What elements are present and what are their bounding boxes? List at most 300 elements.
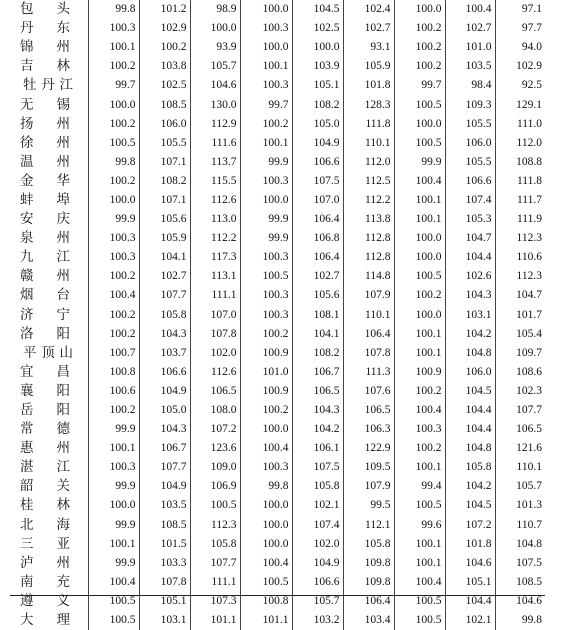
value-cell: 99.9 xyxy=(88,210,139,229)
city-name: 济 宁 xyxy=(20,306,70,323)
city-cell xyxy=(10,458,88,477)
value-cell: 105.9 xyxy=(139,229,190,248)
value-cell: 121.6 xyxy=(495,439,545,458)
value-cell: 104.7 xyxy=(445,229,495,248)
value-cell: 102.0 xyxy=(190,344,240,363)
value-cell: 105.0 xyxy=(292,115,343,134)
value-cell: 100.4 xyxy=(88,573,139,592)
value-cell: 110.1 xyxy=(343,306,394,325)
value-cell: 105.8 xyxy=(139,306,190,325)
value-cell: 101.0 xyxy=(445,38,495,57)
table-row xyxy=(10,325,545,344)
city-cell xyxy=(10,210,88,229)
value-cell: 99.7 xyxy=(394,76,445,95)
city-cell xyxy=(10,191,88,210)
value-cell: 106.4 xyxy=(343,592,394,611)
value-cell: 111.1 xyxy=(190,286,240,305)
city-cell xyxy=(10,477,88,496)
value-cell: 103.4 xyxy=(343,611,394,630)
city-cell xyxy=(10,76,88,95)
table-row xyxy=(10,115,545,134)
value-cell: 101.0 xyxy=(240,363,292,382)
value-cell: 111.9 xyxy=(495,210,545,229)
city-cell xyxy=(10,496,88,515)
value-cell: 100.2 xyxy=(88,306,139,325)
value-cell: 93.1 xyxy=(343,38,394,57)
value-cell: 99.8 xyxy=(495,611,545,630)
value-cell: 129.1 xyxy=(495,95,545,114)
value-cell: 108.8 xyxy=(495,153,545,172)
value-cell: 100.9 xyxy=(240,344,292,363)
value-cell: 111.8 xyxy=(495,172,545,191)
value-cell: 122.9 xyxy=(343,439,394,458)
value-cell: 99.7 xyxy=(88,76,139,95)
value-cell: 100.0 xyxy=(292,38,343,57)
value-cell: 112.6 xyxy=(190,363,240,382)
value-cell: 130.0 xyxy=(190,95,240,114)
value-cell: 100.1 xyxy=(240,57,292,76)
city-name: 安 庆 xyxy=(20,211,70,228)
city-name: 桂 林 xyxy=(20,497,70,514)
value-cell: 100.5 xyxy=(240,267,292,286)
value-cell: 107.8 xyxy=(343,344,394,363)
value-cell: 107.4 xyxy=(292,516,343,535)
city-cell xyxy=(10,248,88,267)
value-cell: 99.9 xyxy=(240,153,292,172)
value-cell: 110.7 xyxy=(495,516,545,535)
city-name: 泉 州 xyxy=(20,230,70,247)
bottom-rule xyxy=(10,595,545,596)
value-cell: 106.5 xyxy=(495,420,545,439)
table-row xyxy=(10,229,545,248)
value-cell: 103.8 xyxy=(139,57,190,76)
value-cell: 100.3 xyxy=(240,306,292,325)
value-cell: 101.2 xyxy=(139,0,190,19)
value-cell: 102.5 xyxy=(139,76,190,95)
value-cell: 105.7 xyxy=(292,592,343,611)
value-cell: 106.6 xyxy=(445,172,495,191)
value-cell: 100.3 xyxy=(394,420,445,439)
value-cell: 100.0 xyxy=(394,248,445,267)
city-name: 洛 阳 xyxy=(20,325,70,342)
value-cell: 102.5 xyxy=(292,19,343,38)
value-cell: 100.0 xyxy=(240,516,292,535)
city-name: 泸 州 xyxy=(20,554,70,571)
city-name: 韶 关 xyxy=(20,478,70,495)
value-cell: 112.8 xyxy=(343,229,394,248)
value-cell: 100.4 xyxy=(394,172,445,191)
table-row xyxy=(10,516,545,535)
value-cell: 112.3 xyxy=(190,516,240,535)
value-cell: 100.3 xyxy=(240,248,292,267)
value-cell: 99.9 xyxy=(394,153,445,172)
value-cell: 100.0 xyxy=(240,496,292,515)
value-cell: 100.3 xyxy=(88,458,139,477)
value-cell: 107.4 xyxy=(445,191,495,210)
value-cell: 100.2 xyxy=(394,286,445,305)
value-cell: 103.7 xyxy=(139,344,190,363)
value-cell: 109.8 xyxy=(343,573,394,592)
table-row xyxy=(10,191,545,210)
value-cell: 112.5 xyxy=(343,172,394,191)
value-cell: 100.3 xyxy=(88,19,139,38)
value-cell: 111.1 xyxy=(190,573,240,592)
city-name: 三 亚 xyxy=(20,535,70,552)
value-cell: 105.6 xyxy=(139,210,190,229)
value-cell: 104.3 xyxy=(139,420,190,439)
value-cell: 104.8 xyxy=(445,344,495,363)
city-name: 南 充 xyxy=(20,573,70,590)
city-name: 遵 义 xyxy=(20,592,70,609)
value-cell: 102.1 xyxy=(445,611,495,630)
value-cell: 100.4 xyxy=(88,286,139,305)
table-row xyxy=(10,172,545,191)
table-row xyxy=(10,363,545,382)
value-cell: 100.1 xyxy=(88,535,139,554)
city-name: 丹 东 xyxy=(20,20,70,37)
value-cell: 108.2 xyxy=(139,172,190,191)
table-row xyxy=(10,95,545,114)
value-cell: 107.6 xyxy=(343,382,394,401)
value-cell: 104.1 xyxy=(139,248,190,267)
value-cell: 100.4 xyxy=(394,401,445,420)
city-name: 常 德 xyxy=(20,421,70,438)
value-cell: 100.2 xyxy=(394,19,445,38)
value-cell: 107.9 xyxy=(343,286,394,305)
value-cell: 111.7 xyxy=(495,191,545,210)
value-cell: 104.9 xyxy=(292,134,343,153)
value-cell: 106.1 xyxy=(292,439,343,458)
value-cell: 112.1 xyxy=(343,516,394,535)
value-cell: 108.2 xyxy=(292,344,343,363)
value-cell: 104.4 xyxy=(445,401,495,420)
value-cell: 103.5 xyxy=(139,496,190,515)
city-cell xyxy=(10,573,88,592)
city-name: 襄 阳 xyxy=(20,382,70,399)
value-cell: 100.0 xyxy=(240,191,292,210)
value-cell: 99.7 xyxy=(240,95,292,114)
value-cell: 106.8 xyxy=(292,229,343,248)
value-cell: 107.7 xyxy=(139,286,190,305)
value-cell: 100.2 xyxy=(88,115,139,134)
table-row xyxy=(10,573,545,592)
value-cell: 112.0 xyxy=(495,134,545,153)
table-row xyxy=(10,153,545,172)
value-cell: 104.2 xyxy=(445,325,495,344)
value-cell: 104.9 xyxy=(292,554,343,573)
value-cell: 100.1 xyxy=(394,458,445,477)
value-cell: 100.1 xyxy=(394,344,445,363)
city-cell xyxy=(10,286,88,305)
value-cell: 100.0 xyxy=(240,38,292,57)
value-cell: 100.5 xyxy=(394,95,445,114)
value-cell: 97.1 xyxy=(495,0,545,19)
value-cell: 106.5 xyxy=(343,401,394,420)
value-cell: 107.5 xyxy=(495,554,545,573)
value-cell: 106.0 xyxy=(445,363,495,382)
value-cell: 100.9 xyxy=(394,363,445,382)
value-cell: 103.1 xyxy=(139,611,190,630)
value-cell: 101.8 xyxy=(445,535,495,554)
value-cell: 112.0 xyxy=(343,153,394,172)
city-cell xyxy=(10,363,88,382)
value-cell: 99.5 xyxy=(343,496,394,515)
value-cell: 93.9 xyxy=(190,38,240,57)
city-name: 温 州 xyxy=(20,153,70,170)
value-cell: 100.0 xyxy=(190,19,240,38)
value-cell: 100.2 xyxy=(240,115,292,134)
value-cell: 105.8 xyxy=(190,535,240,554)
value-cell: 107.2 xyxy=(445,516,495,535)
city-name: 扬 州 xyxy=(20,115,70,132)
value-cell: 99.9 xyxy=(88,516,139,535)
value-cell: 100.7 xyxy=(88,344,139,363)
value-cell: 109.8 xyxy=(343,554,394,573)
value-cell: 106.0 xyxy=(445,134,495,153)
value-cell: 106.6 xyxy=(139,363,190,382)
value-cell: 108.1 xyxy=(292,306,343,325)
value-cell: 98.4 xyxy=(445,76,495,95)
value-cell: 106.9 xyxy=(190,477,240,496)
value-cell: 104.7 xyxy=(495,286,545,305)
table-row xyxy=(10,477,545,496)
table-row xyxy=(10,134,545,153)
value-cell: 100.1 xyxy=(88,439,139,458)
value-cell: 106.0 xyxy=(139,115,190,134)
value-cell: 105.1 xyxy=(292,76,343,95)
value-cell: 102.9 xyxy=(495,57,545,76)
value-cell: 100.1 xyxy=(394,210,445,229)
value-cell: 101.1 xyxy=(190,611,240,630)
value-cell: 104.9 xyxy=(139,382,190,401)
value-cell: 103.1 xyxy=(445,306,495,325)
value-cell: 108.5 xyxy=(139,516,190,535)
table-row xyxy=(10,554,545,573)
value-cell: 109.5 xyxy=(343,458,394,477)
value-cell: 100.0 xyxy=(88,95,139,114)
city-cell xyxy=(10,420,88,439)
value-cell: 101.8 xyxy=(343,76,394,95)
value-cell: 100.5 xyxy=(88,134,139,153)
value-cell: 102.4 xyxy=(343,0,394,19)
value-cell: 107.8 xyxy=(190,325,240,344)
value-cell: 102.7 xyxy=(343,19,394,38)
value-cell: 104.3 xyxy=(445,286,495,305)
table-row xyxy=(10,306,545,325)
value-cell: 100.9 xyxy=(240,382,292,401)
value-cell: 107.0 xyxy=(292,191,343,210)
value-cell: 100.2 xyxy=(88,325,139,344)
value-cell: 105.9 xyxy=(343,57,394,76)
value-cell: 105.6 xyxy=(292,286,343,305)
value-cell: 100.5 xyxy=(394,496,445,515)
city-cell xyxy=(10,516,88,535)
value-cell: 100.3 xyxy=(240,286,292,305)
table-row xyxy=(10,496,545,515)
value-cell: 100.0 xyxy=(240,420,292,439)
value-cell: 101.1 xyxy=(240,611,292,630)
value-cell: 111.8 xyxy=(343,115,394,134)
value-cell: 112.6 xyxy=(190,191,240,210)
value-cell: 112.2 xyxy=(190,229,240,248)
value-cell: 99.9 xyxy=(88,554,139,573)
value-cell: 105.4 xyxy=(495,325,545,344)
city-cell xyxy=(10,306,88,325)
value-cell: 100.2 xyxy=(240,325,292,344)
city-name: 烟 台 xyxy=(20,287,70,304)
value-cell: 112.9 xyxy=(190,115,240,134)
table-row xyxy=(10,458,545,477)
city-name: 平 顶 山 xyxy=(23,344,73,361)
value-cell: 104.9 xyxy=(139,477,190,496)
value-cell: 100.4 xyxy=(240,554,292,573)
city-cell xyxy=(10,325,88,344)
value-cell: 100.1 xyxy=(394,554,445,573)
value-cell: 107.1 xyxy=(139,153,190,172)
city-cell xyxy=(10,115,88,134)
value-cell: 101.3 xyxy=(495,496,545,515)
value-cell: 100.0 xyxy=(394,115,445,134)
value-cell: 112.3 xyxy=(495,229,545,248)
value-cell: 99.9 xyxy=(240,229,292,248)
city-name: 徐 州 xyxy=(20,134,70,151)
city-name: 北 海 xyxy=(20,516,70,533)
city-cell xyxy=(10,439,88,458)
value-cell: 100.4 xyxy=(394,573,445,592)
city-cell xyxy=(10,229,88,248)
value-cell: 107.7 xyxy=(495,401,545,420)
value-cell: 99.9 xyxy=(88,420,139,439)
city-cell xyxy=(10,267,88,286)
value-cell: 101.7 xyxy=(495,306,545,325)
value-cell: 106.3 xyxy=(343,420,394,439)
city-name: 九 江 xyxy=(20,249,70,266)
city-cell xyxy=(10,172,88,191)
value-cell: 117.3 xyxy=(190,248,240,267)
city-name: 金 华 xyxy=(20,172,70,189)
table-row xyxy=(10,535,545,554)
city-cell xyxy=(10,95,88,114)
value-cell: 107.2 xyxy=(190,420,240,439)
table-row xyxy=(10,344,545,363)
city-cell xyxy=(10,344,88,363)
value-cell: 104.5 xyxy=(292,0,343,19)
value-cell: 100.3 xyxy=(88,229,139,248)
value-cell: 94.0 xyxy=(495,38,545,57)
value-cell: 102.7 xyxy=(292,267,343,286)
value-cell: 105.1 xyxy=(139,592,190,611)
city-cell xyxy=(10,134,88,153)
value-cell: 108.5 xyxy=(495,573,545,592)
value-cell: 110.6 xyxy=(495,248,545,267)
city-cell xyxy=(10,153,88,172)
value-cell: 100.5 xyxy=(394,611,445,630)
table-row xyxy=(10,38,545,57)
value-cell: 106.7 xyxy=(292,363,343,382)
value-cell: 99.6 xyxy=(394,516,445,535)
value-cell: 114.8 xyxy=(343,267,394,286)
table-row xyxy=(10,0,545,19)
value-cell: 104.4 xyxy=(445,592,495,611)
value-cell: 100.5 xyxy=(88,611,139,630)
value-cell: 100.0 xyxy=(394,229,445,248)
value-cell: 105.7 xyxy=(190,57,240,76)
value-cell: 100.5 xyxy=(88,592,139,611)
value-cell: 104.2 xyxy=(445,477,495,496)
value-cell: 109.3 xyxy=(445,95,495,114)
value-cell: 100.5 xyxy=(240,573,292,592)
city-name: 惠 州 xyxy=(20,440,70,457)
table-row xyxy=(10,420,545,439)
value-cell: 100.0 xyxy=(88,191,139,210)
value-cell: 105.8 xyxy=(292,477,343,496)
value-cell: 113.8 xyxy=(343,210,394,229)
value-cell: 110.1 xyxy=(343,134,394,153)
value-cell: 107.7 xyxy=(139,458,190,477)
value-cell: 100.8 xyxy=(240,592,292,611)
city-name: 包 头 xyxy=(20,1,70,18)
city-name: 宜 昌 xyxy=(20,363,70,380)
value-cell: 100.2 xyxy=(394,439,445,458)
city-name: 岳 阳 xyxy=(20,402,70,419)
value-cell: 100.5 xyxy=(190,496,240,515)
value-cell: 104.3 xyxy=(139,325,190,344)
value-cell: 115.5 xyxy=(190,172,240,191)
value-cell: 103.9 xyxy=(292,57,343,76)
value-cell: 104.2 xyxy=(292,420,343,439)
table-row xyxy=(10,19,545,38)
table-row xyxy=(10,76,545,95)
value-cell: 100.3 xyxy=(88,248,139,267)
value-cell: 100.5 xyxy=(394,592,445,611)
table-row xyxy=(10,57,545,76)
city-cell xyxy=(10,57,88,76)
value-cell: 110.1 xyxy=(495,458,545,477)
value-cell: 106.7 xyxy=(139,439,190,458)
city-name: 无 锡 xyxy=(20,96,70,113)
value-cell: 102.0 xyxy=(292,535,343,554)
value-cell: 105.1 xyxy=(445,573,495,592)
value-cell: 99.8 xyxy=(88,153,139,172)
value-cell: 100.6 xyxy=(88,382,139,401)
value-cell: 100.5 xyxy=(394,267,445,286)
value-cell: 106.5 xyxy=(190,382,240,401)
value-cell: 105.5 xyxy=(139,134,190,153)
value-cell: 105.3 xyxy=(445,210,495,229)
table-row xyxy=(10,382,545,401)
value-cell: 107.9 xyxy=(343,477,394,496)
value-cell: 105.5 xyxy=(445,153,495,172)
city-cell xyxy=(10,401,88,420)
value-cell: 107.8 xyxy=(139,573,190,592)
value-cell: 100.0 xyxy=(394,306,445,325)
value-cell: 112.3 xyxy=(495,267,545,286)
value-cell: 100.1 xyxy=(240,134,292,153)
city-name: 吉 林 xyxy=(20,58,70,75)
table-body xyxy=(10,0,545,630)
table-row xyxy=(10,286,545,305)
city-cell xyxy=(10,382,88,401)
value-cell: 100.4 xyxy=(445,0,495,19)
value-cell: 106.6 xyxy=(292,153,343,172)
value-cell: 100.1 xyxy=(88,38,139,57)
value-cell: 102.3 xyxy=(495,382,545,401)
value-cell: 100.2 xyxy=(139,38,190,57)
value-cell: 99.8 xyxy=(88,0,139,19)
value-cell: 100.0 xyxy=(240,0,292,19)
value-cell: 100.0 xyxy=(394,0,445,19)
value-cell: 100.2 xyxy=(394,38,445,57)
